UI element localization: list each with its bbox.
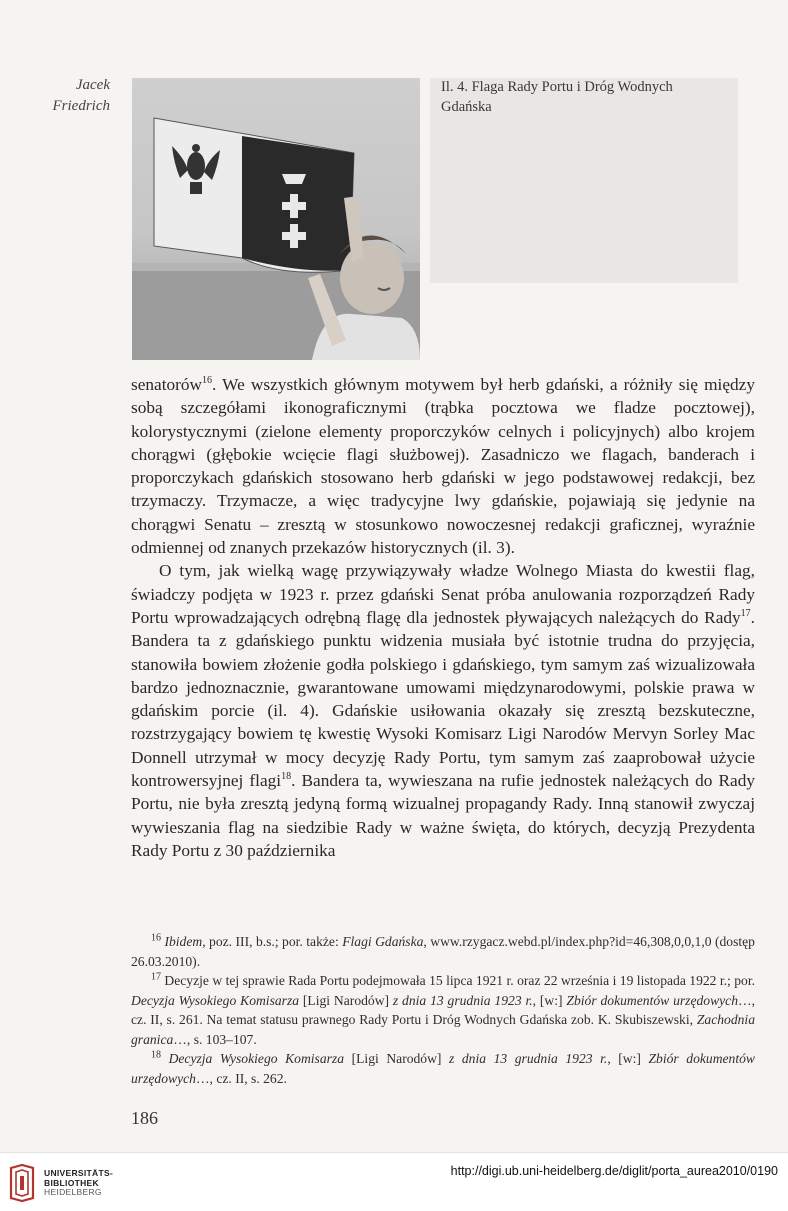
text-run: . Bandera ta, wywieszana na rufie jednostek należących do Rady Portu, nie była zresztą jedyną formą wizualnej propagandy Rady. Inną stanowił zwyczaj wywieszania flag na siedzibie Rady w ważne święta, do których, decyzją Prezydenta Rady Portu z 30 października bbox=[131, 771, 755, 860]
text-run: . We wszystkich głównym motywem był herb gdański, a różniły się między sobą szczegółami ikonograficznymi (trąbka pocztowa we fladze pocztowej), kolorystycznymi (zielone elementy proporczyków celnych i policyjnych) albo krojem chorągwi (głębokie wcięcie flagi służbowej). Zasadniczo we flagach, banderach i proporczykach gdańskich stosowano herb gdański w jego podstawowej redakcji, bez trzymaczy. Trzymacze, a więc tradycyjne lwy gdańskie, pojawiają się jedynie na chorągwi Senatu – zresztą w stosunkowo nowoczesnej redakcji graficznej, wyraźnie odmiennej od znanych przekazów historycznych (il. 3). bbox=[131, 375, 755, 558]
caption-line-1: Il. 4. Flaga Rady Portu i Dróg Wodnych bbox=[441, 79, 673, 95]
footnote-link-text: , www.rzygacz.webd.pl/index.php?id=46,308,0,0,1,0 (dostęp 26.03.2010). bbox=[131, 934, 755, 969]
footnote-17 bbox=[131, 971, 755, 1049]
italic-run: Zachodnia granica bbox=[131, 1012, 755, 1047]
italic-run: Zbiór dokumentów urzędowych bbox=[131, 1051, 755, 1086]
italic-run: Zbiór dokumentów urzędowych bbox=[566, 992, 738, 1008]
viewer-footer bbox=[0, 1152, 788, 1211]
flag-photo-illustration bbox=[132, 78, 420, 360]
author-first-name: Jacek bbox=[75, 77, 110, 93]
footnote-ref-16[interactable]: 16 bbox=[202, 375, 213, 387]
text-run: …, cz. II, s. 262. bbox=[195, 1070, 287, 1086]
flag-photograph bbox=[132, 78, 420, 360]
paragraph-1 bbox=[131, 373, 755, 559]
text-run: Decyzje w tej sprawie Rada Portu podejmowała 15 lipca 1921 r. oraz 22 września i 19 listopada 1922 r.; por. bbox=[164, 973, 756, 988]
italic-run: Flagi Gdańska bbox=[342, 934, 424, 949]
italic-run: z dnia 13 grudnia 1923 r. bbox=[449, 1051, 608, 1066]
text-run: senatorów bbox=[131, 375, 203, 394]
footnote-ref-18[interactable]: 18 bbox=[281, 771, 292, 783]
text-run: , [w:] bbox=[532, 992, 567, 1008]
footnote-number: 17 bbox=[151, 971, 161, 983]
library-name-line-3: HEIDELBERG bbox=[44, 1187, 102, 1197]
italic-run: z dnia 13 grudnia 1923 r. bbox=[392, 992, 533, 1008]
text-run: . Bandera ta z gdańskiego punktu widzenia musiała być istotnie trudna do przyjęcia, stanowiła bowiem złożenie godła polskiego i gdańskiego, tym samym zaś wizualizowała bardzo jednoznacznie, gwarantowane umowami międzynarodowymi, polskie prawa w gdańskim porcie (il. 4). Gdańskie usiłowania okazały się zresztą bezskuteczne, rozstrzygający bowiem tę kwestię Wysoki Komisarz Ligi Narodów Mervyn Sorley Mac Donnell utrzymał w mocy decyzję Rady Portu, tym samym zaś zaaprobował użycie kontrowersyjnej flagi bbox=[131, 607, 755, 791]
text-run: O tym, jak wielką wagę przywiązywały władze Wolnego Miasta do kwestii flag, świadczy podjęta w 1923 r. przez gdański Senat próba anulowania rozporządzeń Rady Portu wprowadzających odrębną flagę dla jednostek pływających należących do Rady bbox=[131, 561, 755, 627]
italic-run: Decyzja Wysokiego Komisarza bbox=[168, 1051, 345, 1066]
text-run: [Ligi Narodów] bbox=[299, 992, 393, 1008]
body-text bbox=[131, 373, 755, 862]
footnote-18 bbox=[131, 1049, 755, 1088]
text-run: [Ligi Narodów] bbox=[344, 1051, 450, 1066]
footnotes bbox=[131, 932, 755, 1088]
permalink-url[interactable]: http://digi.ub.uni-heidelberg.de/diglit/porta_aurea2010/0190 bbox=[450, 1164, 778, 1178]
footnote-16 bbox=[131, 932, 755, 971]
page-number: 186 bbox=[131, 1108, 158, 1128]
footnote-ref-17[interactable]: 17 bbox=[740, 608, 751, 620]
author-last-name: Friedrich bbox=[52, 98, 110, 114]
footnote-number: 16 bbox=[151, 932, 161, 944]
text-run: …, s. 103–107. bbox=[173, 1031, 257, 1047]
figure-caption bbox=[441, 77, 741, 117]
italic-run: Decyzja Wysokiego Komisarza bbox=[131, 992, 300, 1008]
library-name[interactable] bbox=[44, 1169, 113, 1198]
text-run: , poz. III, b.s.; por. także: bbox=[202, 934, 343, 949]
text-run: , [w:] bbox=[607, 1051, 649, 1066]
footnote-number: 18 bbox=[151, 1049, 161, 1061]
library-name-line-2: BIBLIOTHEK bbox=[44, 1177, 99, 1188]
text-run: …, cz. II, s. 261. Na temat statusu prawnego Rady Portu i Dróg Wodnych Gdańska zob. K. Skubiszewski, bbox=[131, 992, 755, 1027]
caption-line-2: Gdańska bbox=[441, 99, 492, 115]
library-name-line-1: UNIVERSITÄTS- bbox=[44, 1168, 114, 1178]
running-head-author bbox=[30, 75, 110, 117]
italic-run: Ibidem bbox=[164, 934, 203, 949]
paragraph-2 bbox=[131, 559, 755, 862]
heidelberg-library-logo-icon[interactable] bbox=[8, 1164, 36, 1202]
